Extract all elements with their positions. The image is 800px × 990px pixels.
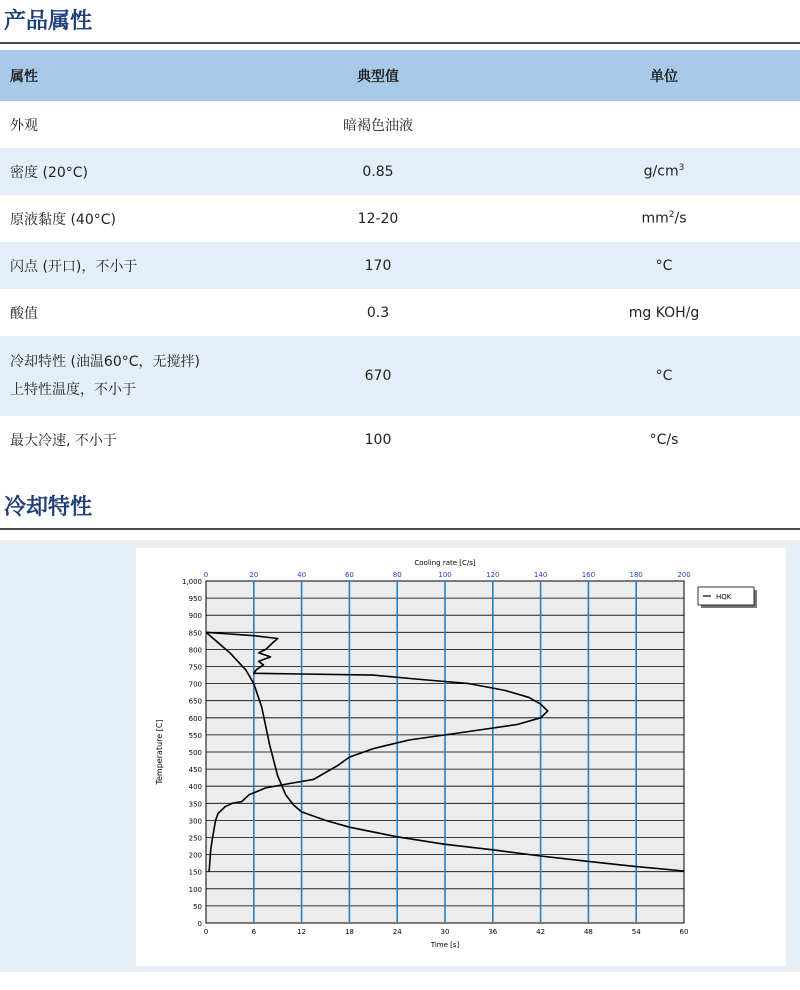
header-unit: 单位: [528, 50, 800, 101]
x-tick-label: 54: [631, 928, 641, 936]
y-tick-label: 750: [188, 663, 202, 672]
x-tick-label: 0: [203, 928, 209, 936]
table-header-row: [0, 50, 800, 101]
unit-cell: [528, 195, 800, 242]
x2-tick-label: 200: [677, 571, 691, 579]
x2-tick-label: 120: [486, 571, 500, 579]
property-cell: [0, 336, 228, 416]
value-cell: 12-20: [357, 210, 399, 227]
y-tick-label: 700: [188, 680, 202, 689]
section-divider: [0, 42, 800, 44]
unit-superscript: 2: [668, 210, 675, 221]
value-cell: 暗褐色油液: [343, 117, 413, 134]
value-cell: 0.3: [366, 304, 390, 321]
y-tick-label: 800: [188, 646, 202, 655]
x2-tick-label: 100: [438, 571, 452, 579]
x2-tick-label: 0: [203, 571, 209, 579]
unit-superscript: 3: [678, 163, 685, 174]
x2-tick-label: 60: [344, 571, 354, 579]
property-cell: 酸值: [10, 305, 38, 322]
unit-cell: °C: [655, 257, 673, 274]
cooling-section-title: 冷却特性: [4, 495, 93, 520]
y-tick-label: 100: [188, 885, 202, 894]
x-tick-label: 12: [297, 928, 307, 936]
table-row: [0, 242, 800, 289]
y-tick-label: 400: [188, 783, 202, 792]
legend-label: HQK: [716, 593, 732, 601]
value-cell: 170: [364, 257, 392, 274]
x-tick-label: 36: [488, 928, 498, 936]
y-tick-label: 300: [188, 817, 202, 826]
y-tick-label: 50: [193, 902, 202, 911]
y-tick-label: 950: [188, 595, 202, 604]
property-cell: 外观: [10, 117, 38, 134]
unit-cell: °C: [655, 368, 673, 384]
value-cell: 100: [364, 431, 392, 448]
x2-tick-label: 20: [249, 571, 259, 579]
y-tick-label: 850: [188, 629, 202, 638]
property-cell: 最大冷速, 不小于: [10, 432, 117, 449]
y-tick-label: 900: [188, 612, 202, 621]
table-row: [0, 195, 800, 242]
properties-section-title: 产品属性: [4, 9, 93, 34]
table-row: [0, 289, 800, 336]
property-cell: 原液黏度 (40°C): [10, 211, 116, 228]
value-cell: 0.85: [362, 163, 394, 180]
y-tick-label: 550: [188, 731, 202, 740]
x-tick-label: 60: [679, 928, 689, 936]
unit-cell: mg KOH/g: [628, 304, 700, 321]
table-row: [0, 148, 800, 195]
x-tick-label: 24: [392, 928, 402, 936]
unit-cell: [528, 101, 800, 148]
x-axis-label: Time [s]: [430, 941, 460, 949]
unit-tail: /s: [674, 210, 687, 227]
property-line-1: 冷却特性 (油温60°C，无搅拌): [10, 354, 200, 370]
y-tick-label: 450: [188, 766, 202, 775]
header-property: 属性: [0, 50, 228, 101]
x2-tick-label: 80: [392, 571, 402, 579]
property-cell: 闪点 (开口)，不小于: [10, 258, 138, 275]
x-tick-label: 42: [536, 928, 546, 936]
unit-cell: °C/s: [649, 431, 679, 448]
y-tick-label: 200: [188, 851, 202, 860]
value-cell: 670: [364, 368, 392, 384]
y-tick-label: 250: [188, 834, 202, 843]
property-line-2: 上特性温度，不小于: [10, 382, 136, 398]
header-typical-value: 典型值: [228, 50, 528, 101]
y-tick-label: 500: [188, 749, 202, 757]
y-tick-label: 650: [188, 697, 202, 706]
x2-tick-label: 180: [629, 571, 643, 579]
y-tick-label: 0: [197, 920, 202, 928]
cooling-curve-chart: [136, 548, 786, 966]
chart-area: [136, 548, 786, 966]
section-divider: [0, 528, 800, 530]
table-row: [0, 336, 800, 416]
y-tick-label: 150: [188, 868, 202, 877]
table-row: [0, 416, 800, 463]
x-tick-label: 30: [440, 928, 450, 936]
properties-table: [0, 50, 800, 463]
y-tick-label: 1,000: [181, 578, 202, 586]
x2-tick-label: 160: [581, 571, 596, 579]
y-tick-label: 600: [188, 714, 202, 723]
x-tick-label: 18: [344, 928, 354, 936]
chart-panel: [0, 540, 800, 972]
unit-text: mm: [641, 210, 669, 227]
x2-tick-label: 140: [533, 571, 548, 579]
property-cell: 密度 (20°C): [10, 164, 88, 181]
unit-text: g/cm: [643, 163, 679, 180]
y-tick-label: 350: [188, 800, 202, 809]
table-row: [0, 101, 800, 148]
x2-tick-label: 40: [297, 571, 307, 579]
x2-axis-label: Cooling rate [C/s]: [414, 559, 476, 567]
y-axis-label: Temperature [C]: [155, 719, 164, 785]
x-tick-label: 48: [583, 928, 593, 936]
unit-cell: [528, 148, 800, 195]
x-tick-label: 6: [251, 928, 257, 936]
